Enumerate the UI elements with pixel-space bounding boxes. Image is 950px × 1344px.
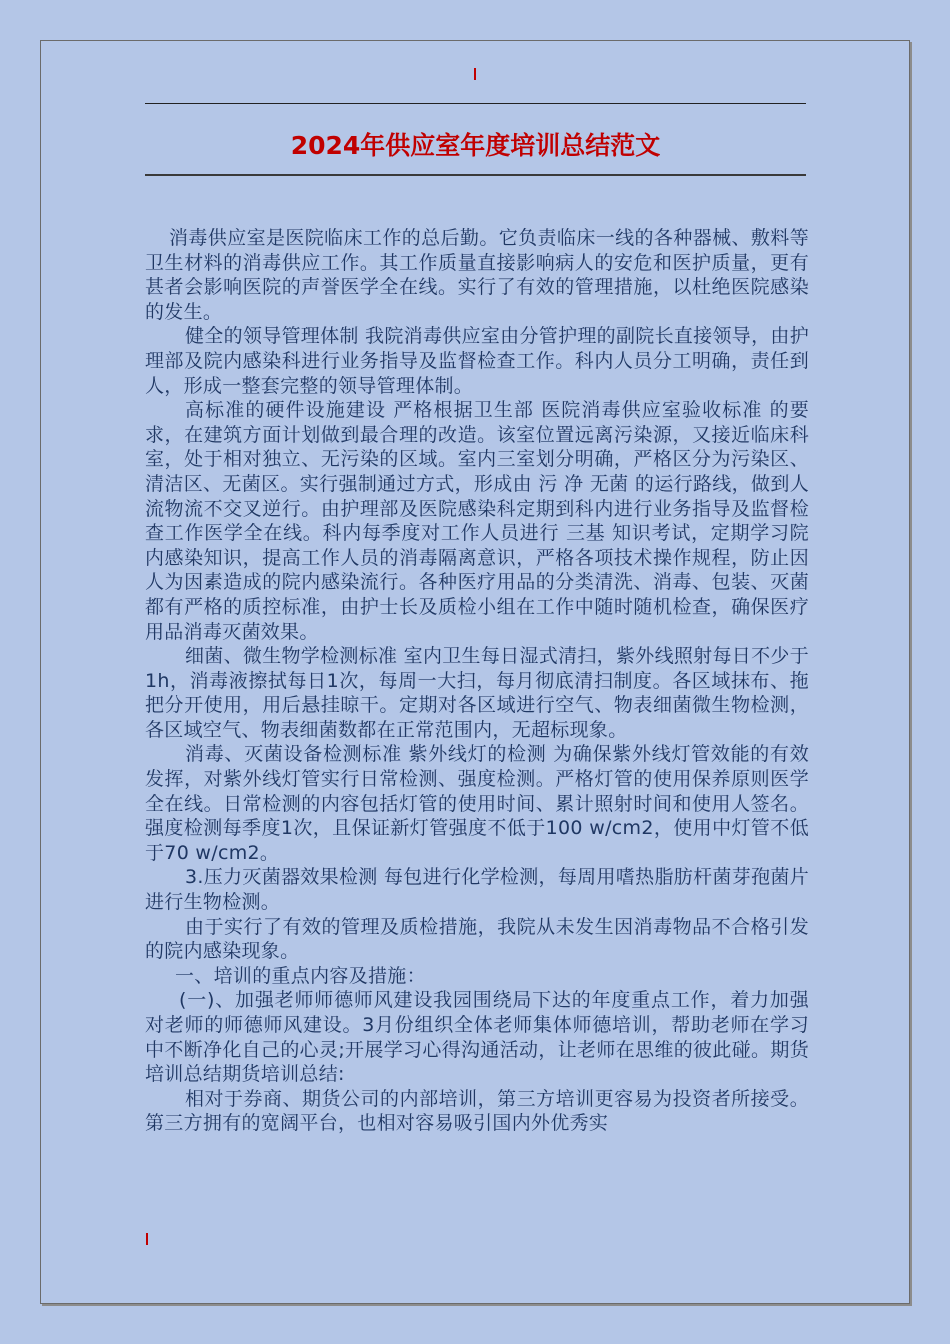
footer-cursor-mark	[146, 1233, 148, 1245]
paragraph-intro: 消毒供应室是医院临床工作的总后勤。它负责临床一线的各种器械、敷料等卫生材料的消毒供应工作。其工作质量直接影响病人的安危和医护质量，更有甚者会影响医院的声誉医学全在线。实行了有效的管理措施，以杜绝医院感染的发生。	[145, 227, 809, 323]
document-body	[145, 226, 809, 1136]
paragraph-management: 健全的领导管理体制 我院消毒供应室由分管护理的副院长直接领导，由护理部及院内感染科进行业务指导及监督检查工作。科内人员分工明确，责任到人，形成一整套完整的领导管理体制。	[145, 325, 809, 397]
header-rule	[145, 103, 806, 104]
paragraph-third-party: 相对于券商、期货公司的内部培训，第三方培训更容易为投资者所接受。第三方拥有的宽阔平台，也相对容易吸引国内外优秀实	[145, 1087, 809, 1135]
paragraph-microbiology: 细菌、微生物学检测标准 室内卫生每日湿式清扫，紫外线照射每日不少于1h，消毒液擦拭每日1次，每周一大扫，每月彻底清扫制度。各区域抹布、拖把分开使用，用后悬挂晾干。定期对各区域进行空气、物表细菌微生物检测，各区域空气、物表细菌数都在正常范围内，无超标现象。	[145, 645, 809, 741]
title-rule	[145, 174, 806, 176]
paragraph-facilities: 高标准的硬件设施建设 严格根据卫生部 医院消毒供应室验收标准 的要求，在建筑方面计划做到最合理的改造。该室位置远离污染源，又接近临床科室，处于相对独立、无污染的区域。室内三室划分明确，严格区分为污染区、清洁区、无菌区。实行强制通过方式，形成由 污 净 无菌 的运行路线，做到人流物流不交叉逆行。由护理部及医院感染科定期到科内进行业务指导及监督检查工作医学全在线。科内每季度对工作人员进行 三基 知识考试，定期学习院内感染知识，提高工作人员的消毒隔离意识，严格各项技术操作规程，防止因人为因素造成的院内感染流行。各种医疗用品的分类清洗、消毒、包装、灭菌都有严格的质控标准，由护士长及质检小组在工作中随时随机检查，确保医疗用品消毒灭菌效果。	[145, 399, 809, 643]
paragraph-result: 由于实行了有效的管理及质检措施，我院从未发生因消毒物品不合格引发的院内感染现象。	[145, 915, 809, 963]
section-heading-training: 一、培训的重点内容及措施：	[175, 964, 426, 987]
paragraph-equipment: 消毒、灭菌设备检测标准 紫外线灯的检测 为确保紫外线灯管效能的有效发挥，对紫外线灯管实行日常检测、强度检测。严格灯管的使用保养原则医学全在线。日常检测的内容包括灯管的使用时间、累计照射时间和使用人签名。强度检测每季度1次，且保证新灯管强度不低于100 w/cm2，使用中灯管不低于70 w/cm2。	[145, 743, 809, 864]
header-cursor-mark	[474, 68, 476, 80]
paragraph-teacher-ethics: (一)、加强老师师德师风建设我园围绕局下达的年度重点工作，着力加强对老师的师德师风建设。3月份组织全体老师集体师德培训，帮助老师在学习中不断净化自己的心灵;开展学习心得沟通活动，让老师在思维的彼此碰。期货培训总结期货培训总结:	[145, 989, 809, 1086]
paragraph-sterilizer: 3.压力灭菌器效果检测 每包进行化学检测，每周用嗜热脂肪杆菌芽孢菌片进行生物检测。	[145, 866, 809, 914]
document-title: 2024年供应室年度培训总结范文	[290, 131, 661, 160]
